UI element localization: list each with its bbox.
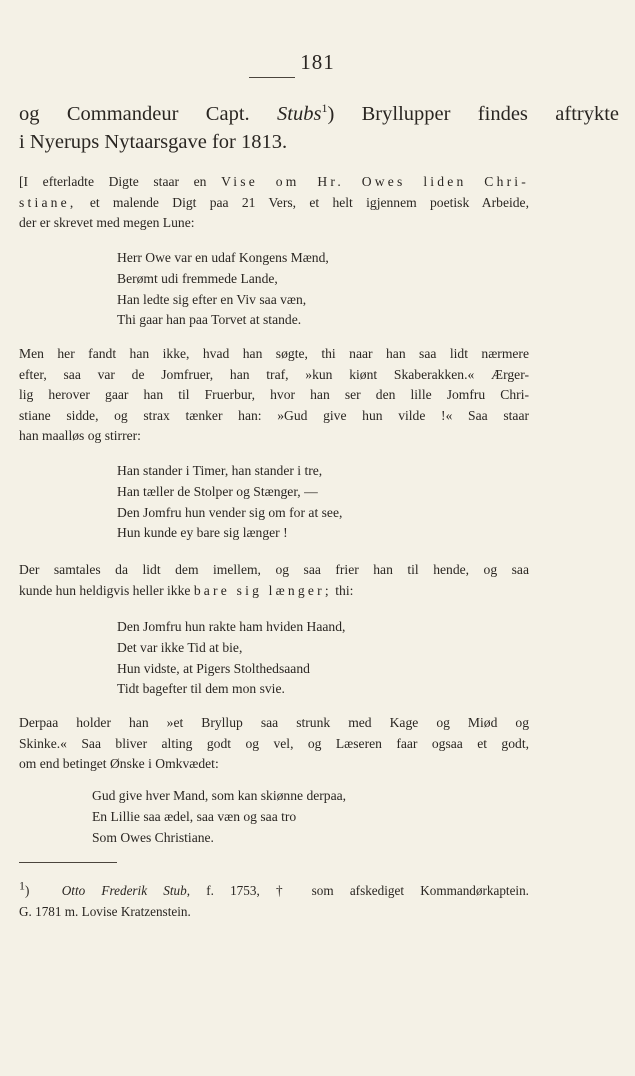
footnote-ref: 1 <box>321 101 328 116</box>
paragraph-1 <box>19 172 529 234</box>
paragraph-line: stiane sidde, og strax tænker han: »Gud give hun vilde !« Saa staar <box>19 407 529 423</box>
verse-line: Tidt bagefter til dem mon svie. <box>117 681 285 697</box>
verse-4 <box>92 786 346 848</box>
paragraph-line: der er skrevet med megen Lune: <box>19 215 195 230</box>
spaced-text: bare sig længer; <box>193 582 332 598</box>
paragraph-line: han maalløs og stirrer: <box>19 428 141 443</box>
paragraph-line: Men her fandt han ikke, hvad han søgte, thi naar han saa lidt nærmere <box>19 346 529 361</box>
verse-line: Gud give hver Mand, som kan skiønne derpaa, <box>92 788 347 803</box>
heading-name: Stubs <box>277 103 322 125</box>
spaced-text: stiane, <box>19 194 77 210</box>
verse-line: Den Jomfru hun vender sig om for at see, <box>117 504 343 520</box>
heading-text: ) Bryllupper findes aftrykte <box>327 103 620 125</box>
paragraph-line: Der samtales da lidt dem imellem, og saa frier han til hende, og saa <box>19 562 529 577</box>
paragraph-line: om end betinget Ønske i Omkvædet: <box>19 756 219 771</box>
verse-line: Hun kunde ey bare sig længer ! <box>117 525 288 541</box>
heading <box>19 100 619 156</box>
verse-line: Som Owes Christiane. <box>92 829 214 845</box>
footnote-marker: 1 <box>19 878 25 893</box>
paragraph-3 <box>19 560 529 601</box>
heading-line-2: i Nyerups Nytaarsgave for 1813. <box>19 131 288 153</box>
footnote-line: 1) Otto Frederik Stub, f. 1753, † som afskediget Kommandørkaptein. <box>19 878 529 898</box>
heading-text: og Commandeur Capt. <box>19 103 278 125</box>
verse-line: Den Jomfru hun rakte ham hviden Haand, <box>117 619 346 634</box>
paragraph-line <box>19 172 529 193</box>
text-run: thi: <box>335 582 354 598</box>
footnote-line: G. 1781 m. Lovise Kratzenstein. <box>19 904 191 919</box>
heading-line-1 <box>19 100 619 128</box>
text-run: et malende Digt paa 21 Vers, et helt igjennem poetisk Arbeide, <box>89 194 529 210</box>
text-run: , f. 1753, † som afskediget Kommandørkaptein. <box>186 883 529 898</box>
verse-line: Det var ikke Tid at bie, <box>117 639 243 655</box>
paragraph-line <box>19 193 529 214</box>
verse-line: Han ledte sig efter en Viv saa væn, <box>117 291 307 307</box>
verse-3 <box>117 617 345 700</box>
paragraph-line: Skinke.« Saa bliver alting godt og vel, og Læseren faar ogsaa et godt, <box>19 735 529 751</box>
footnote-name: Otto Frederik Stub <box>61 883 187 898</box>
verse-line: Thi gaar han paa Torvet at stande. <box>117 312 302 328</box>
verse-line: Han tæller de Stolper og Stænger, — <box>117 483 318 499</box>
verse-line: Herr Owe var en udaf Kongens Mænd, <box>117 250 329 265</box>
paragraph-2 <box>19 344 529 447</box>
verse-line: Hun vidste, at Pigers Stolthedsaand <box>117 660 310 676</box>
verse-line: En Lillie saa ædel, saa væn og saa tro <box>92 808 297 824</box>
verse-2 <box>117 461 342 544</box>
spaced-text: Vise om Hr. Owes liden Chri- <box>221 174 530 189</box>
text-run: kunde hun heldigvis heller ikke <box>19 582 191 598</box>
paragraph-line: lig herover gaar han til Fruerbur, hvor han ser den lille Jomfru Chri- <box>19 387 529 402</box>
paragraph-line: Derpaa holder han »et Bryllup saa strunk med Kage og Miød og <box>19 715 529 730</box>
footnote <box>19 880 529 922</box>
verse-line: Berømt udi fremmede Lande, <box>117 270 278 286</box>
verse-line: Han stander i Timer, han stander i tre, <box>117 463 323 478</box>
page-number: 181 <box>300 50 335 74</box>
footnote-rule <box>19 862 117 863</box>
verse-1 <box>117 248 329 331</box>
paragraph-line: efter, saa var de Jomfruer, han traf, »kun kiønt Skaberakken.« Ærger- <box>19 366 529 382</box>
paragraph-line <box>19 581 529 602</box>
text-run: [I efterladte Digte staar en <box>19 174 207 189</box>
page-number-rule <box>249 77 295 78</box>
paragraph-4 <box>19 713 529 775</box>
